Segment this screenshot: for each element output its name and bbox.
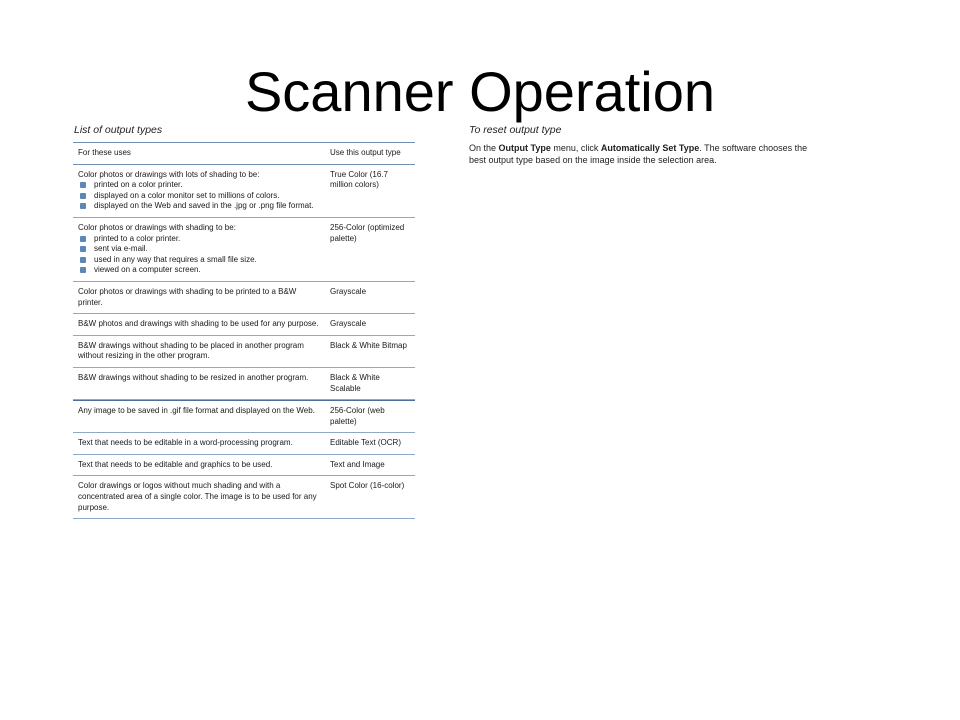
use-description: Color drawings or logos without much shading and with a concentrated area of a single color. The image is to be used for any purpose. — [78, 481, 317, 512]
use-description: B&W drawings without shading to be placed in another program without resizing in the other program. — [78, 340, 304, 361]
reset-text-prefix: On the — [469, 143, 499, 153]
table-header-row — [73, 143, 415, 165]
square-bullet-icon — [80, 203, 86, 209]
bullet-text: printed on a color printer. — [94, 180, 183, 190]
use-description: Color photos or drawings with shading to be: — [78, 222, 236, 232]
use-bullet-list — [78, 180, 320, 212]
use-description: Any image to be saved in .gif file format and displayed on the Web. — [78, 406, 315, 416]
list-of-output-types-heading: List of output types — [74, 124, 163, 136]
bullet-text: displayed on a color monitor set to millions of colors. — [94, 190, 280, 200]
table-row — [73, 218, 415, 282]
table-row — [73, 165, 415, 218]
reset-instructions — [469, 143, 814, 166]
reset-text-suffix: . The software chooses the best output type based on the image inside the selection area. — [469, 143, 808, 165]
use-cell — [73, 336, 324, 367]
list-item — [78, 255, 320, 266]
square-bullet-icon — [80, 267, 86, 273]
list-item — [78, 244, 320, 255]
use-description: Color photos or drawings with shading to be printed to a B&W printer. — [78, 286, 297, 307]
use-cell — [73, 368, 324, 399]
use-cell — [73, 314, 324, 335]
table-body — [73, 165, 415, 520]
header-uses: For these uses — [78, 148, 131, 157]
use-cell — [73, 401, 324, 432]
use-description: B&W drawings without shading to be resized in another program. — [78, 372, 309, 382]
output-type-cell: 256-Color (web palette) — [330, 406, 385, 426]
output-type-cell: Text and Image — [330, 459, 385, 469]
use-cell — [73, 476, 324, 518]
list-item — [78, 265, 320, 276]
square-bullet-icon — [80, 246, 86, 252]
table-row — [73, 433, 415, 455]
output-type-cell: Black & White Scalable — [330, 372, 380, 393]
output-type-menu-name: Output Type — [498, 143, 551, 153]
bullet-text: displayed on the Web and saved in the .jpg or .png file format. — [94, 201, 314, 211]
table-row — [73, 368, 415, 400]
output-types-table — [73, 142, 415, 519]
list-item — [78, 191, 320, 202]
output-type-cell: True Color (16.7 million colors) — [330, 169, 388, 190]
table-row — [73, 400, 415, 433]
output-type-cell: Spot Color (16-color) — [330, 481, 405, 491]
output-type-cell: 256-Color (optimized palette) — [330, 222, 405, 243]
use-cell — [73, 165, 324, 217]
table-row — [73, 476, 415, 519]
square-bullet-icon — [80, 182, 86, 188]
use-cell — [73, 282, 324, 313]
table-row — [73, 455, 415, 477]
output-type-cell: Black & White Bitmap — [330, 340, 407, 350]
square-bullet-icon — [80, 193, 86, 199]
list-item — [78, 201, 320, 212]
use-description: Text that needs to be editable and graphics to be used. — [78, 459, 273, 469]
square-bullet-icon — [80, 236, 86, 242]
list-item — [78, 180, 320, 191]
bullet-text: sent via e-mail. — [94, 244, 148, 254]
bullet-text: used in any way that requires a small file size. — [94, 254, 257, 264]
reset-output-type-heading: To reset output type — [469, 124, 562, 136]
table-row — [73, 314, 415, 336]
use-cell — [73, 218, 324, 281]
table-row — [73, 336, 415, 368]
use-description: Text that needs to be editable in a word-processing program. — [78, 438, 293, 448]
use-cell — [73, 433, 324, 454]
header-output-type: Use this output type — [330, 148, 401, 157]
reset-text-middle: menu, click — [550, 143, 601, 153]
output-type-cell: Grayscale — [330, 319, 367, 329]
output-type-cell: Editable Text (OCR) — [330, 438, 401, 448]
list-item — [78, 234, 320, 245]
use-description: Color photos or drawings with lots of shading to be: — [78, 169, 260, 179]
use-cell — [73, 455, 324, 476]
table-row — [73, 282, 415, 314]
use-bullet-list — [78, 234, 320, 276]
square-bullet-icon — [80, 257, 86, 263]
slide-title: Scanner Operation — [244, 60, 716, 123]
use-description: B&W photos and drawings with shading to be used for any purpose. — [78, 319, 319, 329]
bullet-text: printed to a color printer. — [94, 233, 181, 243]
output-type-cell: Grayscale — [330, 286, 367, 296]
bullet-text: viewed on a computer screen. — [94, 265, 201, 275]
automatically-set-type-command: Automatically Set Type — [600, 143, 700, 153]
